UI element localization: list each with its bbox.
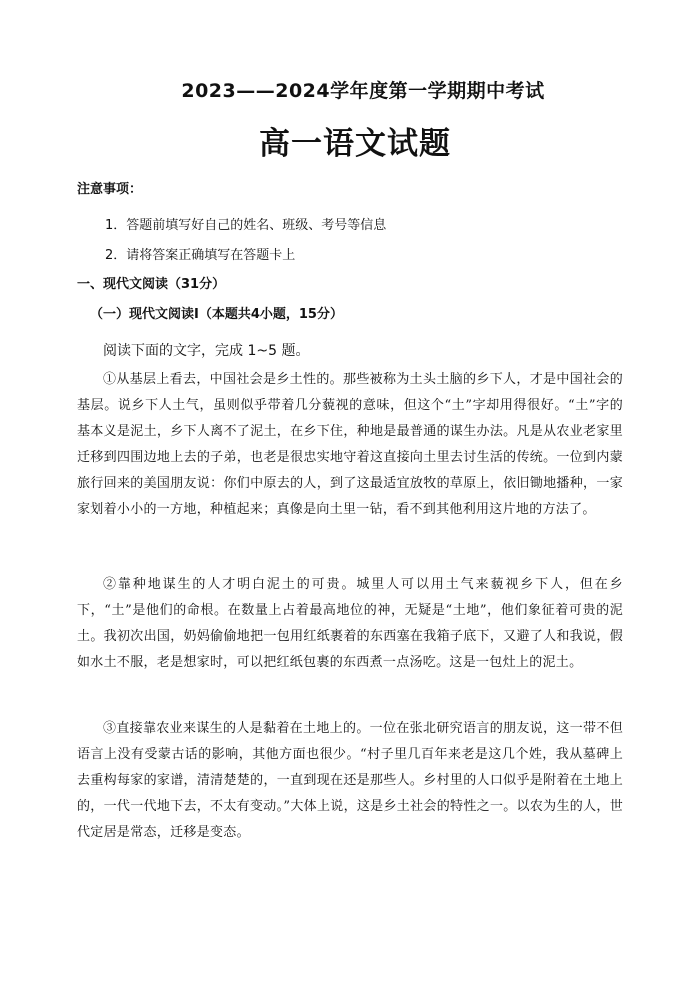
passage-paragraph: ①从基层上看去，中国社会是乡土性的。那些被称为土头土脑的乡下人，才是中国社会的基层。说乡下人土气，虽则似乎带着几分藐视的意味，但这个“土”字却用得很好。“土”字的基本义是泥土，乡下人离不了泥土，在乡下住，种地是最普通的谋生办法。凡是从农业老家里迁移到四围边地上去的子弟，也老是很忠实地守着这直接向土里去讨生活的传统。一位到内蒙旅行回来的美国朋友说：你们中原去的人，到了这最适宜放牧的草原上，依旧锄地播种，一家家划着小小的一方地，种植起来；真像是向土里一钻，看不到其他利用这片地的方法了。: [77, 372, 623, 517]
passage-paragraph: ③直接靠农业来谋生的人是黏着在土地上的。一位在张北研究语言的朋友说，这一带不但语言上没有受蒙古话的影响，其他方面也很少。“村子里几百年来老是这几个姓，我从墓碑上去重构每家的家谱，清清楚楚的，一直到现在还是那些人。乡村里的人口似乎是附着在土地上的，一代一代地下去，不太有变动。”大体上说，这是乡土社会的特性之一。以农为生的人，世代定居是常态，迁移是变态。: [77, 721, 623, 840]
subsection-heading: （一）现代文阅读Ⅰ（本题共4小题，15分）: [90, 307, 343, 322]
exam-title: 高一语文试题: [259, 126, 451, 162]
notice-item: 2．请将答案正确填写在答题卡上: [105, 248, 296, 263]
passage-paragraph: ②靠种地谋生的人才明白泥土的可贵。城里人可以用土气来藐视乡下人，但在乡下，“土”是他们的命根。在数量上占着最高地位的神，无疑是“土地”，他们象征着可贵的泥土。我初次出国，奶妈偷偷地把一包用红纸裹着的东西塞在我箱子底下，又避了人和我说，假如水土不服，老是想家时，可以把红纸包裹的东西煮一点汤吃。这是一包灶上的泥土。: [77, 577, 623, 670]
notice-item: 1．答题前填写好自己的姓名、班级、考号等信息: [105, 218, 387, 233]
section-heading: 一、现代文阅读（31分）: [77, 277, 226, 292]
reading-instruction: 阅读下面的文字，完成 1~5 题。: [103, 343, 310, 359]
exam-year-heading: 2023——2024学年度第一学期期中考试: [181, 80, 545, 102]
notice-heading: 注意事项：: [77, 182, 143, 197]
